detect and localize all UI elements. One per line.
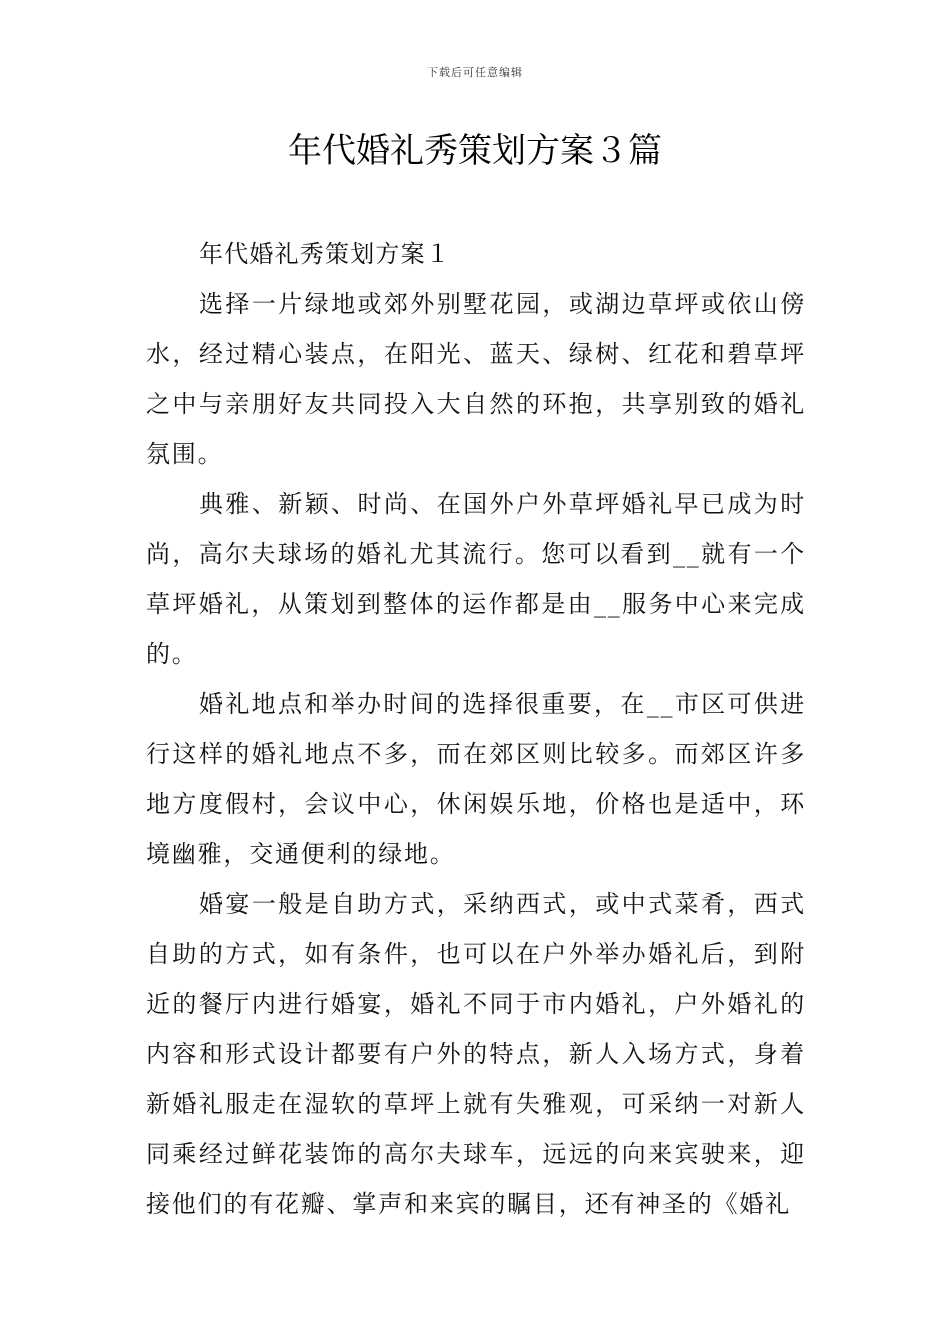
section-heading: 年代婚礼秀策划方案１	[199, 240, 451, 268]
header-note: 下载后可任意编辑	[427, 66, 523, 79]
paragraph-2: 典雅、新颖、时尚、在国外户外草坪婚礼早已成为时尚，高尔夫球场的婚礼尤其流行。您可以看到__就有一个草坪婚礼，从策划到整体的运作都是由__服务中心来完成的。	[146, 490, 806, 668]
document-body	[146, 229, 806, 1229]
paragraph-1: 选择一片绿地或郊外别墅花园，或湖边草坪或依山傍水，经过精心装点，在阳光、蓝天、绿树、红花和碧草坪之中与亲朋好友共同投入大自然的环抱，共享别致的婚礼氛围。	[146, 290, 806, 468]
document-title: 年代婚礼秀策划方案３篇	[288, 131, 662, 171]
paragraph-3: 婚礼地点和举办时间的选择很重要，在__市区可供进行这样的婚礼地点不多，而在郊区则比较多。而郊区许多地方度假村，会议中心，休闲娱乐地，价格也是适中，环境幽雅，交通便利的绿地。	[146, 690, 806, 868]
paragraph-4: 婚宴一般是自助方式，采纳西式，或中式菜肴，西式自助的方式，如有条件，也可以在户外举办婚礼后，到附近的餐厅内进行婚宴，婚礼不同于市内婚礼，户外婚礼的内容和形式设计都要有户外的特点，新人入场方式，身着新婚礼服走在湿软的草坪上就有失雅观，可采纳一对新人同乘经过鲜花装饰的高尔夫球车，远远的向来宾驶来，迎接他们的有花瓣、掌声和来宾的瞩目，还有神圣的《婚礼	[146, 890, 806, 1218]
